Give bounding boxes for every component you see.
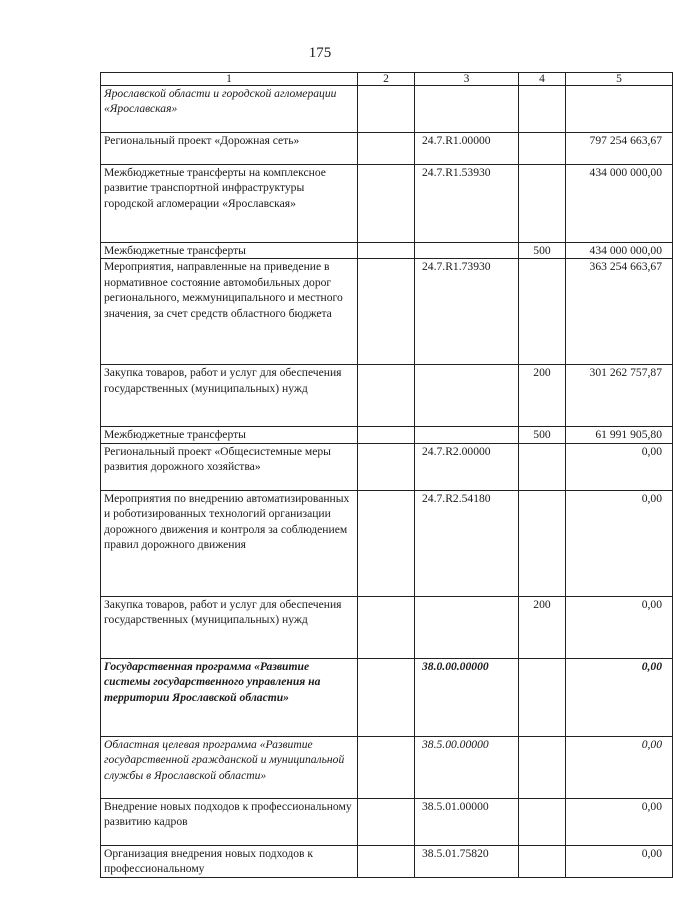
row-col2-cell bbox=[358, 596, 415, 658]
table-row bbox=[101, 243, 673, 259]
table-row bbox=[101, 798, 673, 845]
row-amount-cell bbox=[566, 86, 673, 133]
row-code-cell bbox=[415, 427, 519, 443]
row-code-cell bbox=[415, 365, 519, 427]
row-name-cell: Закупка товаров, работ и услуг для обеспечения государственных (муниципальных) нужд bbox=[101, 365, 358, 427]
row-type-cell bbox=[519, 443, 566, 490]
row-code-cell bbox=[415, 596, 519, 658]
row-name-cell: Межбюджетные трансферты bbox=[101, 427, 358, 443]
row-type-cell: 200 bbox=[519, 596, 566, 658]
row-code-cell bbox=[415, 243, 519, 259]
row-amount-cell: 61 991 905,80 bbox=[566, 427, 673, 443]
row-amount-cell: 0,00 bbox=[566, 845, 673, 877]
column-header-2: 2 bbox=[358, 73, 415, 86]
table-row bbox=[101, 736, 673, 798]
row-col2-cell bbox=[358, 365, 415, 427]
row-name-cell: Мероприятия, направленные на приведение в нормативное состояние автомобильных дорог регионального, межмуниципального и местного значения, за счет средств областного бюджета bbox=[101, 259, 358, 365]
row-amount-cell: 0,00 bbox=[566, 798, 673, 845]
table-row bbox=[101, 86, 673, 133]
row-name-cell: Государственная программа «Развитие системы государственного управления на территории Ярославской области» bbox=[101, 658, 358, 736]
row-type-cell: 500 bbox=[519, 243, 566, 259]
row-code-cell: 24.7.R1.73930 bbox=[415, 259, 519, 365]
row-amount-cell: 301 262 757,87 bbox=[566, 365, 673, 427]
row-col2-cell bbox=[358, 165, 415, 243]
row-amount-cell: 0,00 bbox=[566, 490, 673, 596]
row-type-cell bbox=[519, 736, 566, 798]
row-type-cell bbox=[519, 259, 566, 365]
table-row bbox=[101, 490, 673, 596]
row-amount-cell: 0,00 bbox=[566, 443, 673, 490]
row-code-cell: 24.7.R1.53930 bbox=[415, 165, 519, 243]
row-name-cell: Региональный проект «Дорожная сеть» bbox=[101, 133, 358, 165]
column-header-1: 1 bbox=[101, 73, 358, 86]
row-col2-cell bbox=[358, 443, 415, 490]
row-col2-cell bbox=[358, 427, 415, 443]
row-code-cell: 24.7.R2.54180 bbox=[415, 490, 519, 596]
row-name-cell: Областная целевая программа «Развитие государственной гражданской и муниципальной службы в Ярославской области» bbox=[101, 736, 358, 798]
row-type-cell: 500 bbox=[519, 427, 566, 443]
row-name-cell: Внедрение новых подходов к профессиональному развитию кадров bbox=[101, 798, 358, 845]
page-number: 175 bbox=[308, 45, 332, 61]
row-type-cell bbox=[519, 86, 566, 133]
table-row bbox=[101, 443, 673, 490]
table-row bbox=[101, 845, 673, 877]
row-type-cell bbox=[519, 165, 566, 243]
row-amount-cell: 434 000 000,00 bbox=[566, 243, 673, 259]
row-amount-cell: 797 254 663,67 bbox=[566, 133, 673, 165]
row-type-cell bbox=[519, 798, 566, 845]
row-name-cell: Региональный проект «Общесистемные меры развития дорожного хозяйства» bbox=[101, 443, 358, 490]
row-amount-cell: 363 254 663,67 bbox=[566, 259, 673, 365]
row-code-cell: 38.0.00.00000 bbox=[415, 658, 519, 736]
row-type-cell: 200 bbox=[519, 365, 566, 427]
table-row bbox=[101, 365, 673, 427]
row-name-cell: Межбюджетные трансферты на комплексное развитие транспортной инфраструктуры городской агломерации «Ярославская» bbox=[101, 165, 358, 243]
row-code-cell: 38.5.01.00000 bbox=[415, 798, 519, 845]
row-col2-cell bbox=[358, 798, 415, 845]
table-row bbox=[101, 133, 673, 165]
row-amount-cell: 0,00 bbox=[566, 736, 673, 798]
row-name-cell: Ярославской области и городской агломерации «Ярославская» bbox=[101, 86, 358, 133]
row-code-cell: 38.5.01.75820 bbox=[415, 845, 519, 877]
row-col2-cell bbox=[358, 736, 415, 798]
row-code-cell: 24.7.R2.00000 bbox=[415, 443, 519, 490]
row-col2-cell bbox=[358, 490, 415, 596]
row-col2-cell bbox=[358, 243, 415, 259]
table-row bbox=[101, 658, 673, 736]
column-header-3: 3 bbox=[415, 73, 519, 86]
row-amount-cell: 0,00 bbox=[566, 596, 673, 658]
row-type-cell bbox=[519, 658, 566, 736]
row-name-cell: Закупка товаров, работ и услуг для обеспечения государственных (муниципальных) нужд bbox=[101, 596, 358, 658]
row-code-cell: 24.7.R1.00000 bbox=[415, 133, 519, 165]
row-amount-cell: 0,00 bbox=[566, 658, 673, 736]
row-type-cell bbox=[519, 490, 566, 596]
budget-table bbox=[100, 72, 673, 878]
table-row bbox=[101, 427, 673, 443]
row-amount-cell: 434 000 000,00 bbox=[566, 165, 673, 243]
row-col2-cell bbox=[358, 259, 415, 365]
row-col2-cell bbox=[358, 658, 415, 736]
row-type-cell bbox=[519, 133, 566, 165]
row-name-cell: Межбюджетные трансферты bbox=[101, 243, 358, 259]
row-col2-cell bbox=[358, 86, 415, 133]
table-header-row bbox=[101, 73, 673, 86]
table-row bbox=[101, 596, 673, 658]
row-code-cell bbox=[415, 86, 519, 133]
row-col2-cell bbox=[358, 845, 415, 877]
column-header-5: 5 bbox=[566, 73, 673, 86]
column-header-4: 4 bbox=[519, 73, 566, 86]
row-col2-cell bbox=[358, 133, 415, 165]
row-name-cell: Мероприятия по внедрению автоматизированных и роботизированных технологий организации дорожного движения и контроля за соблюдением правил дорожного движения bbox=[101, 490, 358, 596]
table-body bbox=[101, 73, 673, 878]
row-name-cell: Организация внедрения новых подходов к профессиональному bbox=[101, 845, 358, 877]
table-row bbox=[101, 259, 673, 365]
row-code-cell: 38.5.00.00000 bbox=[415, 736, 519, 798]
table-row bbox=[101, 165, 673, 243]
row-type-cell bbox=[519, 845, 566, 877]
